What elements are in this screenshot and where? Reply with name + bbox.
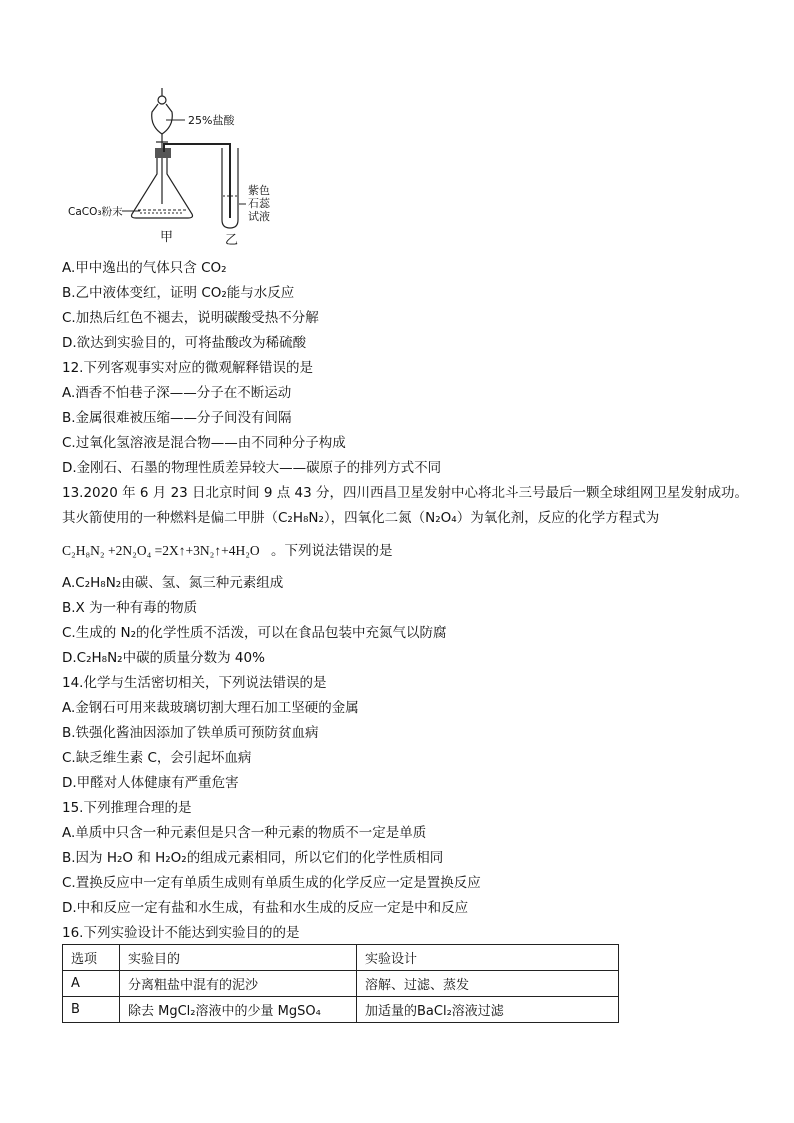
q15-option-b: B.因为 H₂O 和 H₂O₂的组成元素相同，所以它们的化学性质相同 bbox=[62, 850, 444, 866]
table-header-option: 选项 bbox=[63, 945, 120, 971]
q11-option-c: C.加热后红色不褪去，说明碳酸受热不分解 bbox=[62, 310, 319, 326]
separatory-funnel bbox=[152, 88, 173, 204]
label-litmus-1: 紫色 bbox=[248, 184, 270, 197]
q14-stem: 14.化学与生活密切相关，下列说法错误的是 bbox=[62, 675, 327, 691]
q13-option-c: C.生成的 N₂的化学性质不活泼，可以在食品包装中充氮气以防腐 bbox=[62, 625, 447, 641]
q14-option-a: A.金钢石可用来裁玻璃切割大理石加工坚硬的金属 bbox=[62, 700, 359, 716]
q15-option-c: C.置换反应中一定有单质生成则有单质生成的化学反应一定是置换反应 bbox=[62, 875, 481, 891]
q16-stem: 16.下列实验设计不能达到实验目的的是 bbox=[62, 925, 300, 941]
table-cell: 分离粗盐中混有的泥沙 bbox=[120, 971, 357, 997]
q14-option-d: D.甲醛对人体健康有严重危害 bbox=[62, 775, 239, 791]
label-litmus-2: 石蕊 bbox=[248, 197, 270, 210]
table-cell: A bbox=[63, 971, 120, 997]
q12-option-d: D.金刚石、石墨的物理性质差异较大——碳原子的排列方式不同 bbox=[62, 460, 442, 476]
label-jia: 甲 bbox=[160, 230, 174, 245]
label-yi: 乙 bbox=[225, 233, 239, 248]
q11-option-a: A.甲中逸出的气体只含 CO₂ bbox=[62, 260, 227, 276]
label-powder: CaCO₃粉末 bbox=[68, 206, 123, 218]
q12-option-a: A.酒香不怕巷子深——分子在不断运动 bbox=[62, 385, 292, 401]
q13-option-a: A.C₂H₈N₂由碳、氢、氮三种元素组成 bbox=[62, 575, 284, 591]
table-cell: 溶解、过滤、蒸发 bbox=[357, 971, 619, 997]
q14-option-b: B.铁强化酱油因添加了铁单质可预防贫血病 bbox=[62, 725, 319, 741]
delivery-tube bbox=[164, 144, 230, 218]
table-cell: 除去 MgCl₂溶液中的少量 MgSO₄ bbox=[120, 997, 357, 1023]
table-header-design: 实验设计 bbox=[357, 945, 619, 971]
q15-stem: 15.下列推理合理的是 bbox=[62, 800, 192, 816]
q14-option-c: C.缺乏维生素 C，会引起坏血病 bbox=[62, 750, 252, 766]
apparatus-figure bbox=[60, 86, 290, 256]
q12-option-b: B.金属很难被压缩——分子间没有间隔 bbox=[62, 410, 292, 426]
table-header-purpose: 实验目的 bbox=[120, 945, 357, 971]
q15-option-d: D.中和反应一定有盐和水生成，有盐和水生成的反应一定是中和反应 bbox=[62, 900, 469, 916]
q16-table bbox=[62, 944, 619, 1023]
table-cell: 加适量的BaCl₂溶液过滤 bbox=[357, 997, 619, 1023]
label-litmus-3: 试液 bbox=[248, 210, 270, 223]
table-row bbox=[63, 971, 619, 997]
q13-equation-tail: 。下列说法错误的是 bbox=[271, 543, 393, 559]
q12-option-c: C.过氧化氢溶液是混合物——由不同种分子构成 bbox=[62, 435, 346, 451]
q13-option-d: D.C₂H₈N₂中碳的质量分数为 40% bbox=[62, 650, 265, 666]
q11-option-d: D.欲达到实验目的，可将盐酸改为稀硫酸 bbox=[62, 335, 307, 351]
q13-equation-row bbox=[62, 539, 393, 559]
q13-equation: C₂H₈N₂ +2N₂O₄ =2X↑+3N₂↑+4H₂O bbox=[62, 543, 260, 558]
table-cell: B bbox=[63, 997, 120, 1023]
q12-stem: 12.下列客观事实对应的微观解释错误的是 bbox=[62, 360, 313, 376]
q13-stem-line1: 13.2020 年 6 月 23 日北京时间 9 点 43 分，四川西昌卫星发射中心将北斗三号最后一颗全球组网卫星发射成功。 bbox=[62, 485, 748, 501]
q15-option-a: A.单质中只含一种元素但是只含一种元素的物质不一定是单质 bbox=[62, 825, 427, 841]
q13-stem-line2: 其火箭使用的一种燃料是偏二甲肼（C₂H₈N₂），四氧化二氮（N₂O₄）为氧化剂，反应的化学方程式为 bbox=[62, 510, 660, 526]
label-acid: 25%盐酸 bbox=[188, 114, 235, 127]
q11-option-b: B.乙中液体变红，证明 CO₂能与水反应 bbox=[62, 285, 295, 301]
q13-option-b: B.X 为一种有毒的物质 bbox=[62, 600, 198, 616]
table-header-row bbox=[63, 945, 619, 971]
table-row bbox=[63, 997, 619, 1023]
